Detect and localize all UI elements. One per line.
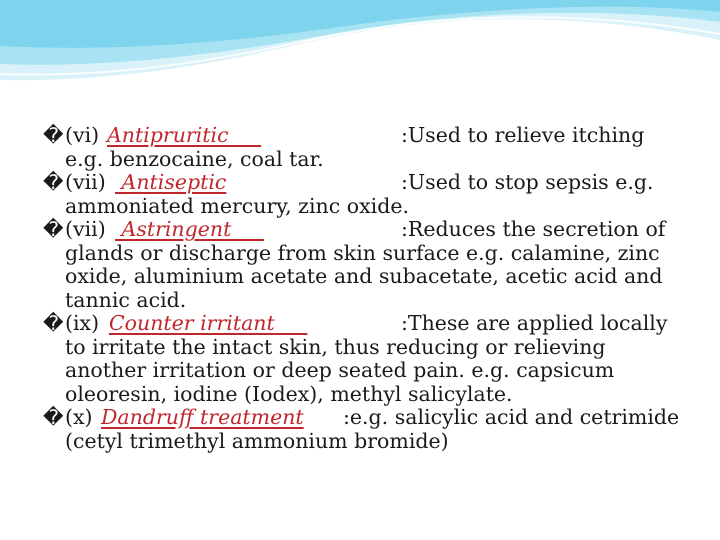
item-heading-line <box>65 171 683 195</box>
item-term: Astringent <box>115 217 264 241</box>
item-term: Counter irritant <box>109 311 308 335</box>
list-item-dandruff-treatment <box>43 406 683 453</box>
item-term: Dandruff treatment <box>101 405 304 429</box>
item-continuation: ammoniated mercury, zinc oxide. <box>65 193 409 218</box>
item-number: (vii) <box>65 170 106 194</box>
bullet-icon: � <box>43 405 64 429</box>
bullet-icon: � <box>43 123 64 147</box>
list-item-antiseptic <box>43 171 683 218</box>
header-wave-decoration <box>0 0 720 95</box>
item-description: :Used to stop sepsis e.g. <box>401 170 654 194</box>
item-number: (vii) <box>65 217 106 241</box>
bullet-icon: � <box>43 217 64 241</box>
item-description: :Reduces the secretion of <box>401 217 666 241</box>
item-term: Antipruritic <box>107 123 262 147</box>
item-continuation: to irritate the intact skin, thus reducing or relieving another irritation or deep seated pain. e.g. capsicum oleoresin, iodine (Iodex), methyl salicylate. <box>65 334 615 406</box>
item-number: (x) <box>65 405 100 429</box>
item-continuation: (cetyl trimethyl ammonium bromide) <box>65 428 449 453</box>
bullet-icon: � <box>43 170 64 194</box>
list-item-astringent <box>43 218 683 312</box>
item-description: :Used to relieve itching <box>401 123 645 147</box>
item-continuation: e.g. benzocaine, coal tar. <box>65 146 324 171</box>
item-continuation: glands or discharge from skin surface e.g. calamine, zinc oxide, aluminium acetate and subacetate, acetic acid and tannic acid. <box>65 240 663 312</box>
bullet-icon: � <box>43 311 64 335</box>
item-heading-line <box>65 218 683 242</box>
item-description: :These are applied locally <box>401 311 668 335</box>
item-number: (vi) <box>65 123 106 147</box>
list-item-counter-irritant <box>43 312 683 406</box>
list-item-antipruritic <box>43 124 683 171</box>
slide-content <box>43 124 683 453</box>
item-heading-line <box>65 312 683 336</box>
item-number: (ix) <box>65 311 106 335</box>
item-heading-line <box>65 124 683 148</box>
item-description: :e.g. salicylic acid and cetrimide <box>343 405 680 429</box>
item-term: Antiseptic <box>115 170 227 194</box>
item-heading-line <box>65 406 683 430</box>
